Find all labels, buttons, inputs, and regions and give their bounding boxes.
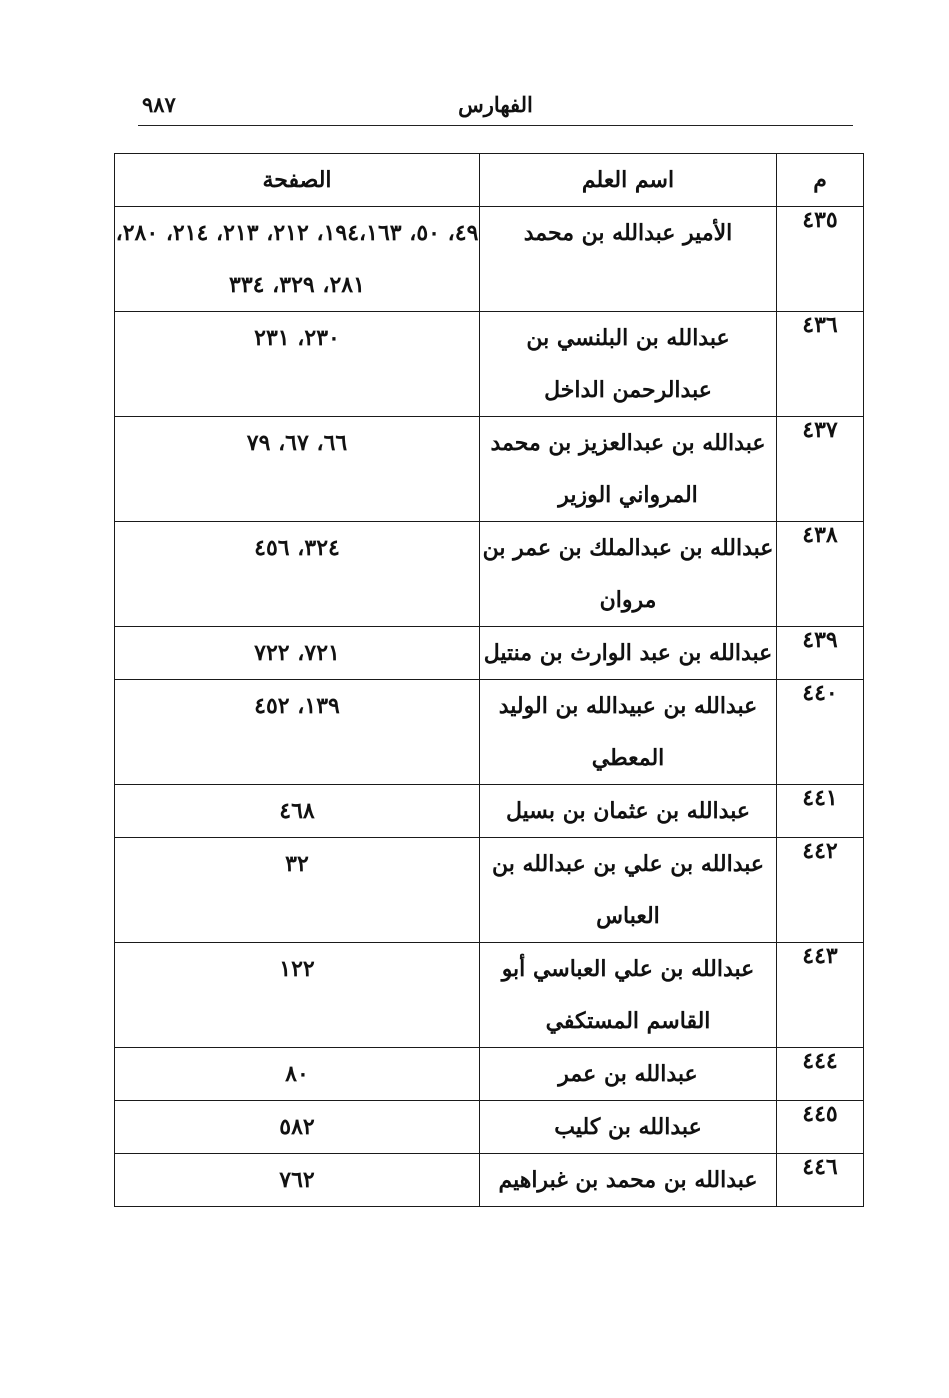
person-name: عبدالله بن عبدالملك بن عمر بن مروان [480,522,777,627]
running-title: الفهارس [458,92,533,117]
page-references: ٤٩، ٥٠، ١٩٤،١٦٣، ٢١٢، ٢١٣، ٢١٤، ٢٨٠، ٢٨١، ٣٢٩، ٣٣٤ [115,207,480,312]
table-row [115,1101,864,1154]
row-number: ٤٣٦ [777,312,864,417]
page-references: ٣٢ [115,838,480,943]
page-references: ١٣٩، ٤٥٢ [115,680,480,785]
person-name: عبدالله بن عثمان بن بسيل [480,785,777,838]
page-references: ٧٦٢ [115,1154,480,1207]
page-references: ٧٢١، ٧٢٢ [115,627,480,680]
page-references: ٤٦٨ [115,785,480,838]
page-references: ٢٣٠، ٢٣١ [115,312,480,417]
person-name: الأمير عبدالله بن محمد [480,207,777,312]
person-name: عبدالله بن علي العباسي أبو القاسم المستكفي [480,943,777,1048]
table-row [115,838,864,943]
table-row [115,1048,864,1101]
table-row [115,207,864,312]
person-name: عبدالله بن عبدالعزيز بن محمد المرواني الوزير [480,417,777,522]
person-name: عبدالله بن عبيدالله بن الوليد المعطي [480,680,777,785]
table-row [115,522,864,627]
table-row [115,312,864,417]
column-header-number: م [777,154,864,207]
table-row [115,417,864,522]
page-references: ٨٠ [115,1048,480,1101]
person-name: عبدالله بن عمر [480,1048,777,1101]
page-references: ٥٨٢ [115,1101,480,1154]
page-number: ٩٨٧ [142,92,176,117]
row-number: ٤٣٩ [777,627,864,680]
person-name: عبدالله بن عبد الوارث بن منتيل [480,627,777,680]
person-name: عبدالله بن كليب [480,1101,777,1154]
table-row [115,943,864,1048]
table-row [115,627,864,680]
table-row [115,785,864,838]
row-number: ٤٣٥ [777,207,864,312]
table-header-row [115,154,864,207]
person-name: عبدالله بن علي بن عبدالله بن العباس [480,838,777,943]
person-name: عبدالله بن البلنسي بن عبدالرحمن الداخل [480,312,777,417]
row-number: ٤٤٣ [777,943,864,1048]
row-number: ٤٤٥ [777,1101,864,1154]
row-number: ٤٤٦ [777,1154,864,1207]
row-number: ٤٤٢ [777,838,864,943]
page-references: ١٢٢ [115,943,480,1048]
page-references: ٦٦، ٦٧، ٧٩ [115,417,480,522]
person-name: عبدالله بن محمد بن غبراهيم [480,1154,777,1207]
header-rule [138,125,853,126]
names-index-table [114,153,864,1207]
column-header-name: اسم العلم [480,154,777,207]
row-number: ٤٤٠ [777,680,864,785]
page-references: ٣٢٤، ٤٥٦ [115,522,480,627]
row-number: ٤٣٧ [777,417,864,522]
running-head [138,92,853,124]
row-number: ٤٤١ [777,785,864,838]
table-row [115,1154,864,1207]
column-header-pages: الصفحة [115,154,480,207]
row-number: ٤٤٤ [777,1048,864,1101]
row-number: ٤٣٨ [777,522,864,627]
table-row [115,680,864,785]
